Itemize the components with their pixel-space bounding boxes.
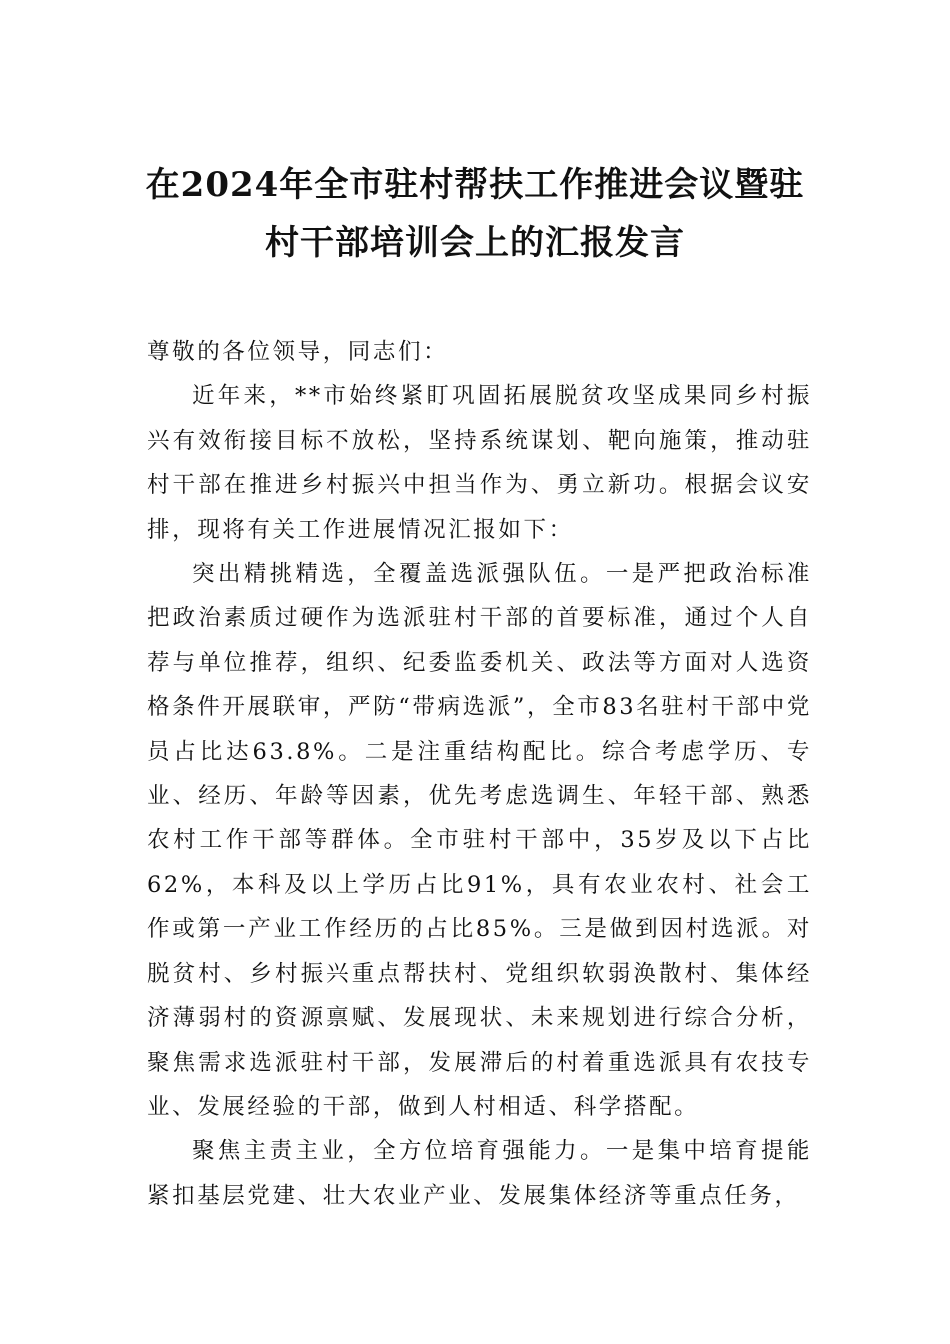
- title-line-1: 在2024年全市驻村帮扶工作推进会议暨驻: [145, 165, 805, 205]
- paragraph-training: 聚焦主责主业，全方位培育强能力。一是集中培育提能紧扣基层党建、壮大农业产业、发展集体经济等重点任务，: [147, 1138, 812, 1209]
- document-body: [147, 330, 812, 1218]
- title-line-2: 村干部培训会上的汇报发言: [265, 223, 685, 263]
- document-title: [120, 156, 830, 272]
- salutation: 尊敬的各位领导，同志们：: [147, 339, 449, 365]
- paragraph-intro: 近年来，**市始终紧盯巩固拓展脱贫攻坚成果同乡村振兴有效衔接目标不放松，坚持系统谋划、靶向施策，推动驻村干部在推进乡村振兴中担当作为、勇立新功。根据会议安排，现将有关工作进展情况汇报如下：: [147, 383, 812, 543]
- paragraph-selection: 突出精挑精选，全覆盖选派强队伍。一是严把政治标准把政治素质过硬作为选派驻村干部的首要标准，通过个人自荐与单位推荐，组织、纪委监委机关、政法等方面对人选资格条件开展联审，严防“带病选派”，全市83名驻村干部中党员占比达63.8%。二是注重结构配比。综合考虑学历、专业、经历、年龄等因素，优先考虑选调生、年轻干部、熟悉农村工作干部等群体。全市驻村干部中，35岁及以下占比62%，本科及以上学历占比91%，具有农业农村、社会工作或第一产业工作经历的占比85%。三是做到因村选派。对脱贫村、乡村振兴重点帮扶村、党组织软弱涣散村、集体经济薄弱村的资源禀赋、发展现状、未来规划进行综合分析，聚焦需求选派驻村干部，发展滞后的村着重选派具有农技专业、发展经验的干部，做到人村相适、科学搭配。: [147, 561, 812, 1120]
